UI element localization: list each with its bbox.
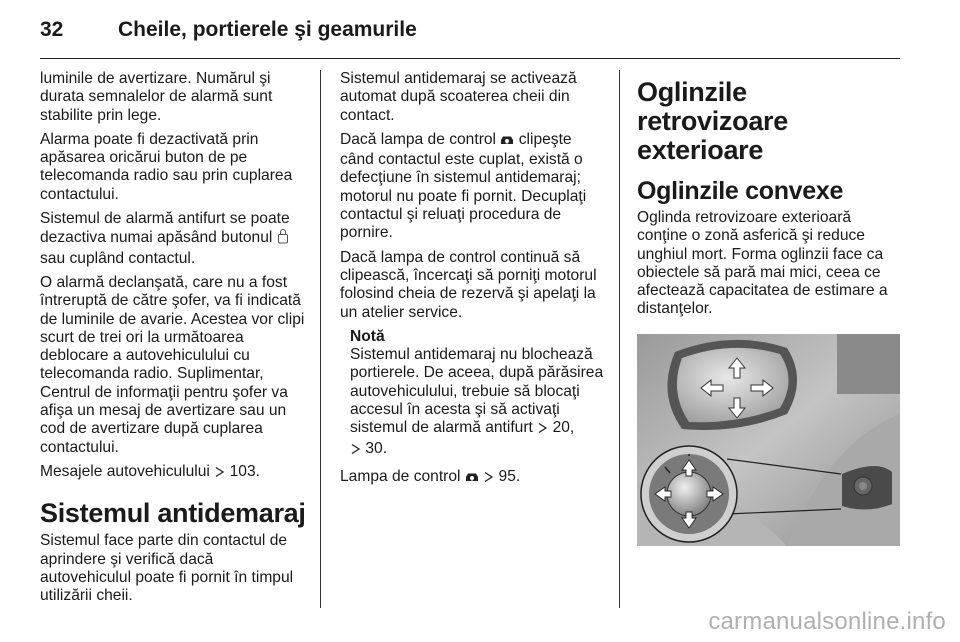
page-number: 32 <box>40 18 64 41</box>
paragraph <box>340 468 608 488</box>
paragraph-text: clipeşte când contactul este cuplat, există o defecţiune în sistemul antidemaraj; motorul nu poate fi pornit. Decuplaţi contactul şi reluaţi procedura de pornire. <box>340 130 587 242</box>
note-title: Notă <box>350 327 385 345</box>
paragraph-text: Mesajele autovehiculului <box>40 462 210 480</box>
subsection-heading: Oglinzile convexe <box>637 177 844 205</box>
paragraph-text: Dacă lampa de control <box>340 130 497 148</box>
page-ref-arrow-icon <box>483 470 494 488</box>
paragraph: Sistemul face parte din contactul de aprindere şi verifică dacă autovehiculul poate fi pornit în timpul utilizării cheii. <box>40 532 294 605</box>
page-ref-arrow-icon <box>537 421 548 439</box>
immobilizer-car-key-icon <box>465 470 479 488</box>
watermark: carmanualsonline.info <box>708 608 946 635</box>
paragraph: Alarma poate fi dezactivată prin apăsarea oricărui buton de pe telecomanda radio sau prin cuplarea contactului. <box>40 130 293 203</box>
note-body: Sistemul antidemaraj nu blochează portierele. De aceea, după părăsirea autovehiculului, trebuie să blocaţi accesul în acesta şi să activaţi sistemul de alarmă antifurt <box>350 346 604 437</box>
paragraph: Oglinda retrovizoare exterioară conţine o zonă asferică şi reduce unghiul mort. Forma oglinzii face ca obiectele să pară mai mici, ceea ce afectează capacitatea de estimare a distanţelor. <box>637 209 888 318</box>
immobilizer-car-key-icon <box>500 133 514 151</box>
column-divider-1 <box>320 70 321 608</box>
paragraph: Dacă lampa de control continuă să clipească, încercaţi să porniţi motorul folosind cheia de rezervă şi apelaţi la un atelier service. <box>340 248 597 321</box>
column-3 <box>637 70 902 371</box>
lock-button-icon <box>277 228 289 249</box>
column-1 <box>40 70 308 611</box>
paragraph <box>40 463 308 483</box>
header-rule <box>40 58 900 59</box>
column-2 <box>340 70 608 494</box>
paragraph: O alarmă declanşată, care nu a fost întreruptă de către şofer, va fi indicată de luminile de avarie. Acestea vor clipi scurt de trei ori la următoarea deblocare a autovehiculului cu telecomanda radio. Suplimentar, Centrul de informaţii pentru şofer va afişa un mesaj de avertizare sau un cod de avertizare după cuplarea contactului. <box>40 273 305 456</box>
paragraph <box>340 131 608 243</box>
page-ref-arrow-icon <box>214 465 225 483</box>
page-header-title: Cheile, portierele şi geamurile <box>118 18 417 41</box>
page-reference[interactable]: 103. <box>229 462 260 480</box>
mirror-adjust-illustration <box>637 334 900 546</box>
page-reference[interactable]: 95. <box>498 467 521 485</box>
paragraph: luminile de avertizare. Numărul şi durata semnalelor de alarmă sunt stabilite prin lege. <box>40 70 273 124</box>
section-heading: Oglinzile retrovizoare exterioare <box>637 77 788 165</box>
page-reference[interactable]: 30. <box>365 439 388 457</box>
paragraph-text: Lampa de control <box>340 467 461 485</box>
paragraph: Sistemul antidemaraj se activează automat după scoaterea cheii din contact. <box>340 70 577 124</box>
section-heading: Sistemul antidemaraj <box>40 498 306 529</box>
page-reference[interactable]: 20, <box>552 419 575 437</box>
column-divider-2 <box>619 70 620 608</box>
paragraph-text: sau cuplând contactul. <box>40 249 196 267</box>
paragraph <box>40 210 308 268</box>
note-box <box>350 328 608 460</box>
note-text <box>350 346 608 460</box>
page-ref-arrow-icon <box>350 442 361 460</box>
paragraph-text: Sistemul de alarmă antifurt se poate dezactiva numai apăsând butonul <box>40 210 290 247</box>
